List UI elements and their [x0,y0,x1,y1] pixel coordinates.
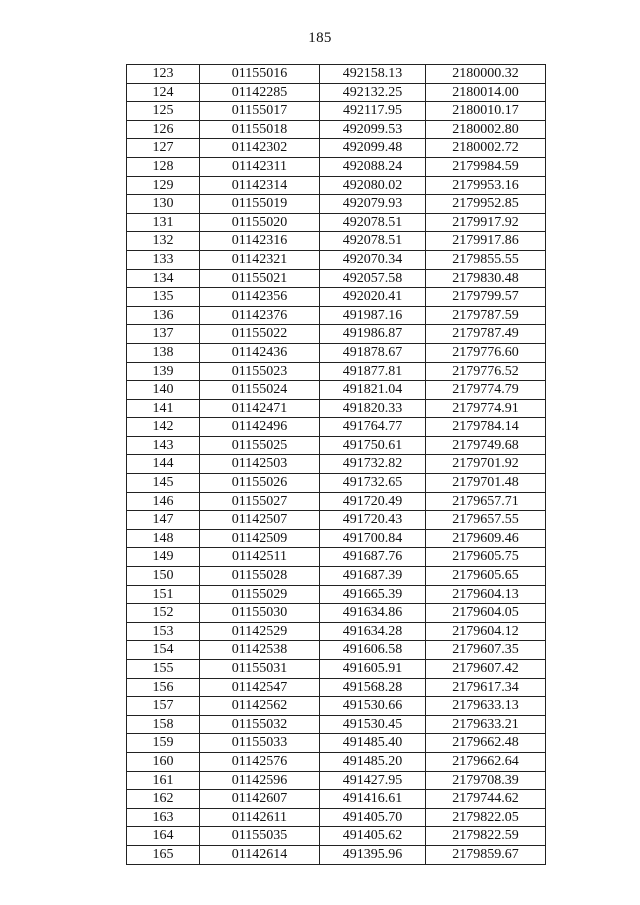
x-coordinate-cell: 492079.93 [320,195,426,214]
coordinates-table [126,64,546,865]
point-code-cell: 01142614 [200,845,320,864]
point-code-cell: 01142611 [200,808,320,827]
point-code-cell: 01155023 [200,362,320,381]
table-row [127,288,546,307]
y-coordinate-cell: 2179774.91 [426,399,546,418]
point-code-cell: 01155018 [200,120,320,139]
x-coordinate-cell: 491405.62 [320,827,426,846]
point-code-cell: 01142302 [200,139,320,158]
x-coordinate-cell: 491427.95 [320,771,426,790]
table-row [127,120,546,139]
x-coordinate-cell: 491568.28 [320,678,426,697]
point-number-cell: 161 [127,771,200,790]
y-coordinate-cell: 2179604.05 [426,604,546,623]
table-row [127,250,546,269]
point-code-cell: 01155020 [200,213,320,232]
x-coordinate-cell: 491720.43 [320,511,426,530]
x-coordinate-cell: 491877.81 [320,362,426,381]
y-coordinate-cell: 2179633.21 [426,715,546,734]
y-coordinate-cell: 2179657.55 [426,511,546,530]
x-coordinate-cell: 492088.24 [320,157,426,176]
y-coordinate-cell: 2180010.17 [426,102,546,121]
point-code-cell: 01142436 [200,343,320,362]
point-number-cell: 133 [127,250,200,269]
point-code-cell: 01142471 [200,399,320,418]
point-code-cell: 01155035 [200,827,320,846]
point-code-cell: 01142596 [200,771,320,790]
point-code-cell: 01142496 [200,418,320,437]
y-coordinate-cell: 2179984.59 [426,157,546,176]
table-row [127,418,546,437]
y-coordinate-cell: 2179607.42 [426,660,546,679]
table-row [127,83,546,102]
y-coordinate-cell: 2179708.39 [426,771,546,790]
point-number-cell: 157 [127,697,200,716]
point-number-cell: 127 [127,139,200,158]
x-coordinate-cell: 492099.48 [320,139,426,158]
point-number-cell: 145 [127,474,200,493]
y-coordinate-cell: 2179859.67 [426,845,546,864]
point-number-cell: 154 [127,641,200,660]
point-code-cell: 01155022 [200,325,320,344]
x-coordinate-cell: 491485.20 [320,752,426,771]
table-row [127,585,546,604]
point-code-cell: 01155016 [200,65,320,84]
table-row [127,325,546,344]
y-coordinate-cell: 2179917.86 [426,232,546,251]
y-coordinate-cell: 2180002.80 [426,120,546,139]
table-body [127,65,546,865]
y-coordinate-cell: 2180000.32 [426,65,546,84]
point-code-cell: 01155024 [200,381,320,400]
point-number-cell: 130 [127,195,200,214]
x-coordinate-cell: 491700.84 [320,529,426,548]
point-code-cell: 01142285 [200,83,320,102]
table-row [127,529,546,548]
x-coordinate-cell: 492020.41 [320,288,426,307]
point-number-cell: 165 [127,845,200,864]
table-row [127,343,546,362]
point-code-cell: 01142314 [200,176,320,195]
table-row [127,213,546,232]
point-number-cell: 148 [127,529,200,548]
point-number-cell: 164 [127,827,200,846]
x-coordinate-cell: 491764.77 [320,418,426,437]
point-code-cell: 01155021 [200,269,320,288]
point-number-cell: 123 [127,65,200,84]
point-number-cell: 134 [127,269,200,288]
y-coordinate-cell: 2179776.60 [426,343,546,362]
table-row [127,752,546,771]
point-code-cell: 01142321 [200,250,320,269]
table-row [127,641,546,660]
table-row [127,455,546,474]
point-code-cell: 01142507 [200,511,320,530]
point-number-cell: 151 [127,585,200,604]
table-row [127,269,546,288]
y-coordinate-cell: 2179662.64 [426,752,546,771]
y-coordinate-cell: 2179662.48 [426,734,546,753]
table-row [127,697,546,716]
table-row [127,195,546,214]
x-coordinate-cell: 491732.82 [320,455,426,474]
point-number-cell: 147 [127,511,200,530]
table-row [127,827,546,846]
table-row [127,734,546,753]
point-number-cell: 139 [127,362,200,381]
point-code-cell: 01155025 [200,436,320,455]
table-row [127,436,546,455]
x-coordinate-cell: 491665.39 [320,585,426,604]
point-code-cell: 01142562 [200,697,320,716]
point-number-cell: 131 [127,213,200,232]
x-coordinate-cell: 491634.86 [320,604,426,623]
table-row [127,660,546,679]
point-number-cell: 125 [127,102,200,121]
point-number-cell: 160 [127,752,200,771]
y-coordinate-cell: 2179701.48 [426,474,546,493]
table-row [127,808,546,827]
y-coordinate-cell: 2179822.59 [426,827,546,846]
y-coordinate-cell: 2179604.12 [426,622,546,641]
point-number-cell: 146 [127,492,200,511]
table-row [127,567,546,586]
point-code-cell: 01142356 [200,288,320,307]
point-number-cell: 143 [127,436,200,455]
y-coordinate-cell: 2179953.16 [426,176,546,195]
y-coordinate-cell: 2179657.71 [426,492,546,511]
y-coordinate-cell: 2179604.13 [426,585,546,604]
point-number-cell: 129 [127,176,200,195]
table-row [127,65,546,84]
y-coordinate-cell: 2179952.85 [426,195,546,214]
point-number-cell: 162 [127,790,200,809]
table-row [127,790,546,809]
point-number-cell: 135 [127,288,200,307]
point-number-cell: 153 [127,622,200,641]
x-coordinate-cell: 491530.45 [320,715,426,734]
y-coordinate-cell: 2179701.92 [426,455,546,474]
point-code-cell: 01155028 [200,567,320,586]
point-code-cell: 01142316 [200,232,320,251]
y-coordinate-cell: 2179830.48 [426,269,546,288]
table-row [127,548,546,567]
x-coordinate-cell: 491485.40 [320,734,426,753]
point-code-cell: 01142311 [200,157,320,176]
point-code-cell: 01142511 [200,548,320,567]
y-coordinate-cell: 2179607.35 [426,641,546,660]
point-number-cell: 141 [127,399,200,418]
y-coordinate-cell: 2179787.49 [426,325,546,344]
y-coordinate-cell: 2180014.00 [426,83,546,102]
point-number-cell: 132 [127,232,200,251]
table-row [127,492,546,511]
table-row [127,176,546,195]
x-coordinate-cell: 491634.28 [320,622,426,641]
y-coordinate-cell: 2179744.62 [426,790,546,809]
table-row [127,845,546,864]
y-coordinate-cell: 2179617.34 [426,678,546,697]
point-number-cell: 163 [127,808,200,827]
point-code-cell: 01142376 [200,306,320,325]
point-number-cell: 144 [127,455,200,474]
y-coordinate-cell: 2180002.72 [426,139,546,158]
x-coordinate-cell: 491750.61 [320,436,426,455]
table-row [127,306,546,325]
point-code-cell: 01142547 [200,678,320,697]
point-number-cell: 138 [127,343,200,362]
x-coordinate-cell: 491987.16 [320,306,426,325]
table-row [127,511,546,530]
x-coordinate-cell: 491606.58 [320,641,426,660]
x-coordinate-cell: 491820.33 [320,399,426,418]
point-code-cell: 01155017 [200,102,320,121]
y-coordinate-cell: 2179605.75 [426,548,546,567]
point-code-cell: 01155032 [200,715,320,734]
x-coordinate-cell: 492070.34 [320,250,426,269]
table-row [127,362,546,381]
point-code-cell: 01155030 [200,604,320,623]
page-number: 185 [308,30,332,46]
point-number-cell: 136 [127,306,200,325]
x-coordinate-cell: 492132.25 [320,83,426,102]
x-coordinate-cell: 492078.51 [320,232,426,251]
y-coordinate-cell: 2179822.05 [426,808,546,827]
y-coordinate-cell: 2179749.68 [426,436,546,455]
y-coordinate-cell: 2179784.14 [426,418,546,437]
table-row [127,678,546,697]
point-number-cell: 156 [127,678,200,697]
point-number-cell: 159 [127,734,200,753]
x-coordinate-cell: 492057.58 [320,269,426,288]
point-code-cell: 01155027 [200,492,320,511]
x-coordinate-cell: 491416.61 [320,790,426,809]
point-code-cell: 01142503 [200,455,320,474]
point-number-cell: 137 [127,325,200,344]
y-coordinate-cell: 2179609.46 [426,529,546,548]
point-number-cell: 124 [127,83,200,102]
x-coordinate-cell: 492080.02 [320,176,426,195]
table-row [127,771,546,790]
point-code-cell: 01142607 [200,790,320,809]
point-code-cell: 01142529 [200,622,320,641]
y-coordinate-cell: 2179605.65 [426,567,546,586]
x-coordinate-cell: 491821.04 [320,381,426,400]
y-coordinate-cell: 2179774.79 [426,381,546,400]
x-coordinate-cell: 491530.66 [320,697,426,716]
y-coordinate-cell: 2179917.92 [426,213,546,232]
y-coordinate-cell: 2179855.55 [426,250,546,269]
point-number-cell: 140 [127,381,200,400]
point-number-cell: 155 [127,660,200,679]
x-coordinate-cell: 491687.76 [320,548,426,567]
table-row [127,381,546,400]
x-coordinate-cell: 491732.65 [320,474,426,493]
x-coordinate-cell: 492117.95 [320,102,426,121]
point-code-cell: 01142509 [200,529,320,548]
point-number-cell: 158 [127,715,200,734]
x-coordinate-cell: 491605.91 [320,660,426,679]
point-code-cell: 01155019 [200,195,320,214]
y-coordinate-cell: 2179633.13 [426,697,546,716]
x-coordinate-cell: 491687.39 [320,567,426,586]
y-coordinate-cell: 2179787.59 [426,306,546,325]
table-row [127,715,546,734]
point-code-cell: 01155033 [200,734,320,753]
point-number-cell: 142 [127,418,200,437]
table-row [127,157,546,176]
x-coordinate-cell: 492078.51 [320,213,426,232]
point-code-cell: 01155029 [200,585,320,604]
point-code-cell: 01155031 [200,660,320,679]
x-coordinate-cell: 491405.70 [320,808,426,827]
point-code-cell: 01142538 [200,641,320,660]
table-row [127,102,546,121]
point-code-cell: 01155026 [200,474,320,493]
x-coordinate-cell: 491720.49 [320,492,426,511]
x-coordinate-cell: 491986.87 [320,325,426,344]
x-coordinate-cell: 491878.67 [320,343,426,362]
point-number-cell: 126 [127,120,200,139]
table-row [127,399,546,418]
y-coordinate-cell: 2179776.52 [426,362,546,381]
x-coordinate-cell: 491395.96 [320,845,426,864]
x-coordinate-cell: 492158.13 [320,65,426,84]
table-row [127,604,546,623]
point-number-cell: 149 [127,548,200,567]
table-row [127,474,546,493]
point-code-cell: 01142576 [200,752,320,771]
point-number-cell: 128 [127,157,200,176]
x-coordinate-cell: 492099.53 [320,120,426,139]
table-row [127,232,546,251]
table-row [127,622,546,641]
point-number-cell: 150 [127,567,200,586]
point-number-cell: 152 [127,604,200,623]
y-coordinate-cell: 2179799.57 [426,288,546,307]
table-row [127,139,546,158]
